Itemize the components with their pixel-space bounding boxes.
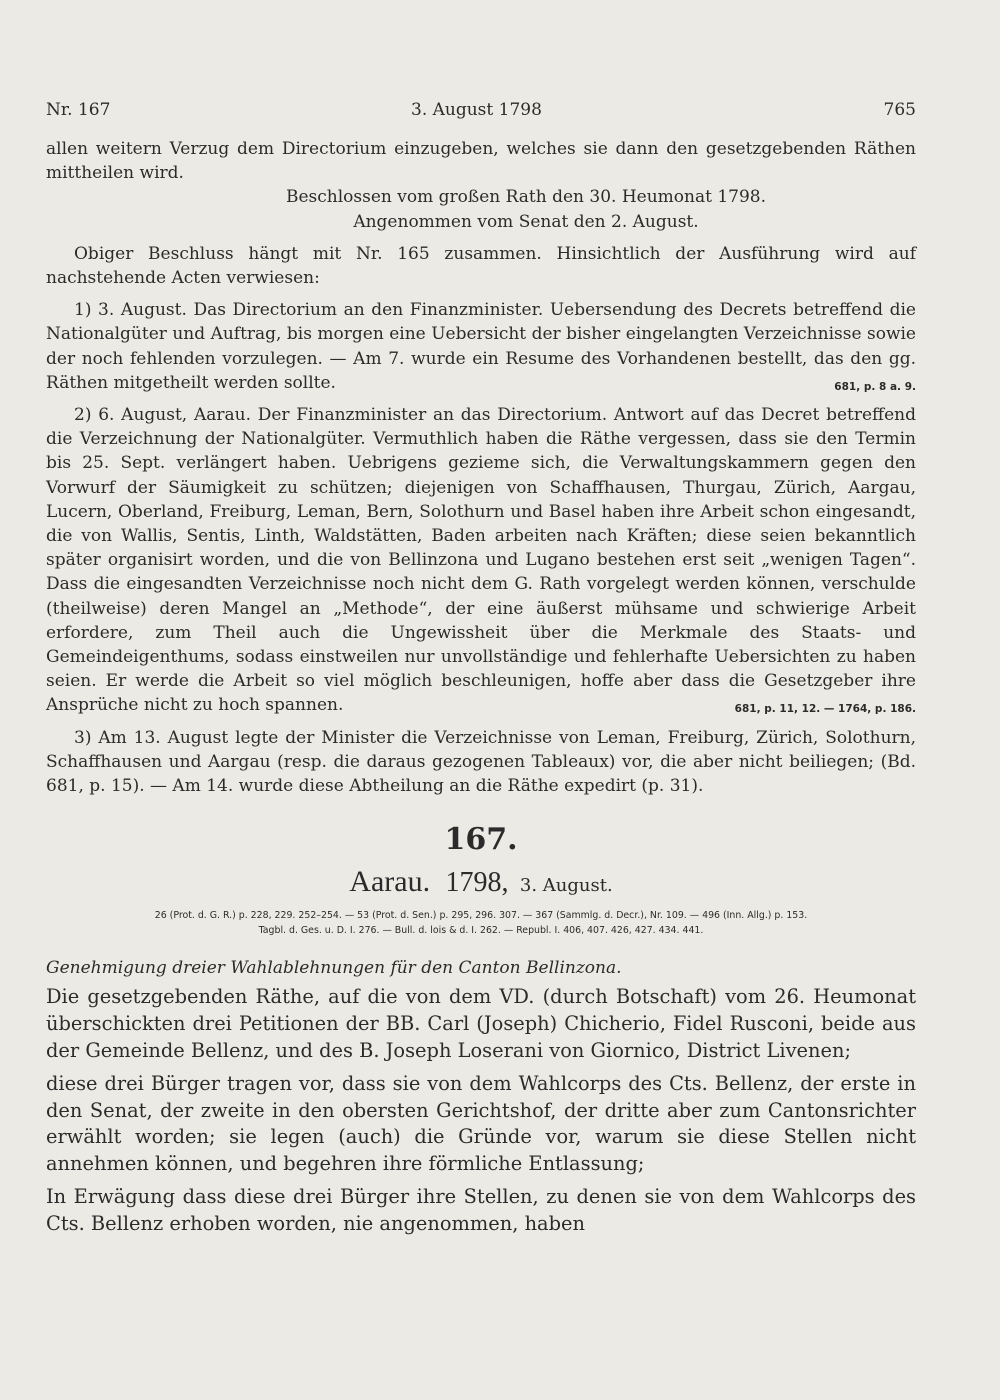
document-place: Aarau. xyxy=(349,865,431,899)
page-header xyxy=(46,100,916,124)
paragraph xyxy=(46,403,916,718)
document-subject: Genehmigung dreier Wahlablehnungen für den Canton Bellinzona. xyxy=(46,958,622,979)
resolution-text xyxy=(46,984,916,1237)
acceptance-line: Angenommen vom Senat den 2. August. xyxy=(353,211,699,232)
paragraph: In Erwägung dass diese drei Bürger ihre Stellen, zu denen sie von dem Wahlcorps des Cts. Bellenz erhoben worden, nie angenommen, haben xyxy=(46,1185,916,1235)
paragraph xyxy=(46,298,916,395)
resolution-line: Beschlossen vom großen Rath den 30. Heumonat 1798. xyxy=(285,187,767,208)
paragraph-text: 1) 3. August. Das Directorium an den Finanzminister. Uebersendung des Decrets betreffend die Nationalgüter und Auftrag, bis morgen eine Uebersicht der bisher eingelangten Verzeichnisse sowie der noch fehlenden vorzulegen. — Am 7. wurde ein Resume des Vorhandenen bestellt, das den gg. Räthen mitgetheilt werden sollte. xyxy=(46,300,916,393)
document-body xyxy=(46,137,916,1238)
date-header: 3. August 1798 xyxy=(411,100,542,120)
document-number-header: Nr. 167 xyxy=(46,100,111,120)
document-year: 1798, xyxy=(445,867,509,899)
paragraph: 3) Am 13. August legte der Minister die Verzeichnisse von Leman, Freiburg, Zürich, Solothurn, Schaffhausen und Aargau (resp. die daraus gezogenen Tableaux) vor, die aber nicht beiliegen; (Bd. 681, p. 15). — Am 14. wurde diese Abtheilung an die Räthe expedirt (p. 31). xyxy=(46,727,916,797)
source-line: 26 (Prot. d. G. R.) p. 228, 229. 252–254. — 53 (Prot. d. Sen.) p. 295, 296. 307. — 367 (Sammlg. d. Decr.), Nr. 109. — 496 (Inn. Allg.) p. 153. xyxy=(154,910,808,922)
paragraph: Obiger Beschluss hängt mit Nr. 165 zusammen. Hinsichtlich der Ausführung wird auf nachstehende Acten verwiesen: xyxy=(46,243,916,289)
paragraph: allen weitern Verzug dem Directorium einzugeben, welches sie dann den gesetzgebenden Räthen mittheilen wird. xyxy=(46,139,916,184)
paragraph: Die gesetzgebenden Räthe, auf die von dem VD. (durch Botschaft) vom 26. Heumonat überschickten drei Petitionen der BB. Carl (Joseph) Chicherio, Fidel Rusconi, beide aus der Gemeinde Bellenz, und des B. Joseph Loserani von Giornico, District Livenen; xyxy=(46,985,916,1063)
document-date: 3. August. xyxy=(519,875,613,897)
archive-reference: 681, p. 11, 12. — 1764, p. 186. xyxy=(734,703,916,716)
document-heading xyxy=(46,862,916,906)
source-line: Tagbl. d. Ges. u. D. I. 276. — Bull. d. lois & d. I. 262. — Republ. I. 406, 407. 426, 427. 434. 441. xyxy=(258,925,704,937)
source-references xyxy=(46,908,916,938)
paragraph: diese drei Bürger tragen vor, dass sie von dem Wahlcorps des Cts. Bellenz, der erste in den Senat, der zweite in den obersten Gerichtshof, der dritte aber zum Cantonsrichter erwählt worden; sie legen (auch) die Gründe vor, warum sie diese Stellen nicht annehmen können, und begehren ihre förmliche Entlassung; xyxy=(46,1071,916,1176)
archive-reference: 681, p. 8 a. 9. xyxy=(834,380,916,393)
paragraph-text: 2) 6. August, Aarau. Der Finanzminister an das Directorium. Antwort auf das Decret betreffend die Verzeichnung der Nationalgüter. Vermuthlich haben die Räthe vergessen, dass sie den Termin bis 25. Sept. verlängert haben. Uebrigens gezieme sich, die Verwaltungskammern gegen den Vorwurf der Säumigkeit zu schützen; diejenigen von Schaffhausen, Thurgau, Zürich, Aargau, Lucern, Oberland, Freiburg, Leman, Bern, Solothurn und Basel haben ihre Arbeit schon eingesandt, die von Wallis, Sentis, Linth, Waldstätten, Baden arbeiten nach Kräften; diese seien bekanntlich später organisirt worden, und die von Bellinzona und Lugano bestehen erst seit „wenigen Tagen“. Dass die eingesandten Verzeichnisse noch nicht dem G. Rath vorgelegt werden können, verschulde (theilweise) deren Mangel an „Methode“, der eine äußerst mühsame und schwierige Arbeit erfordere, zum Theil auch die Ungewissheit über die Merkmale des Staats- und Gemeindeigenthums, sodass einstweilen nur unvollständige und fehlerhafte Uebersichten zu haben seien. Er werde die Arbeit so viel möglich beschleunigen, hoffe aber dass die Gesetzgeber ihre Ansprüche nicht zu hoch spannen. xyxy=(46,405,916,716)
document-number: 167. xyxy=(444,822,518,858)
page-number: 765 xyxy=(883,100,916,120)
